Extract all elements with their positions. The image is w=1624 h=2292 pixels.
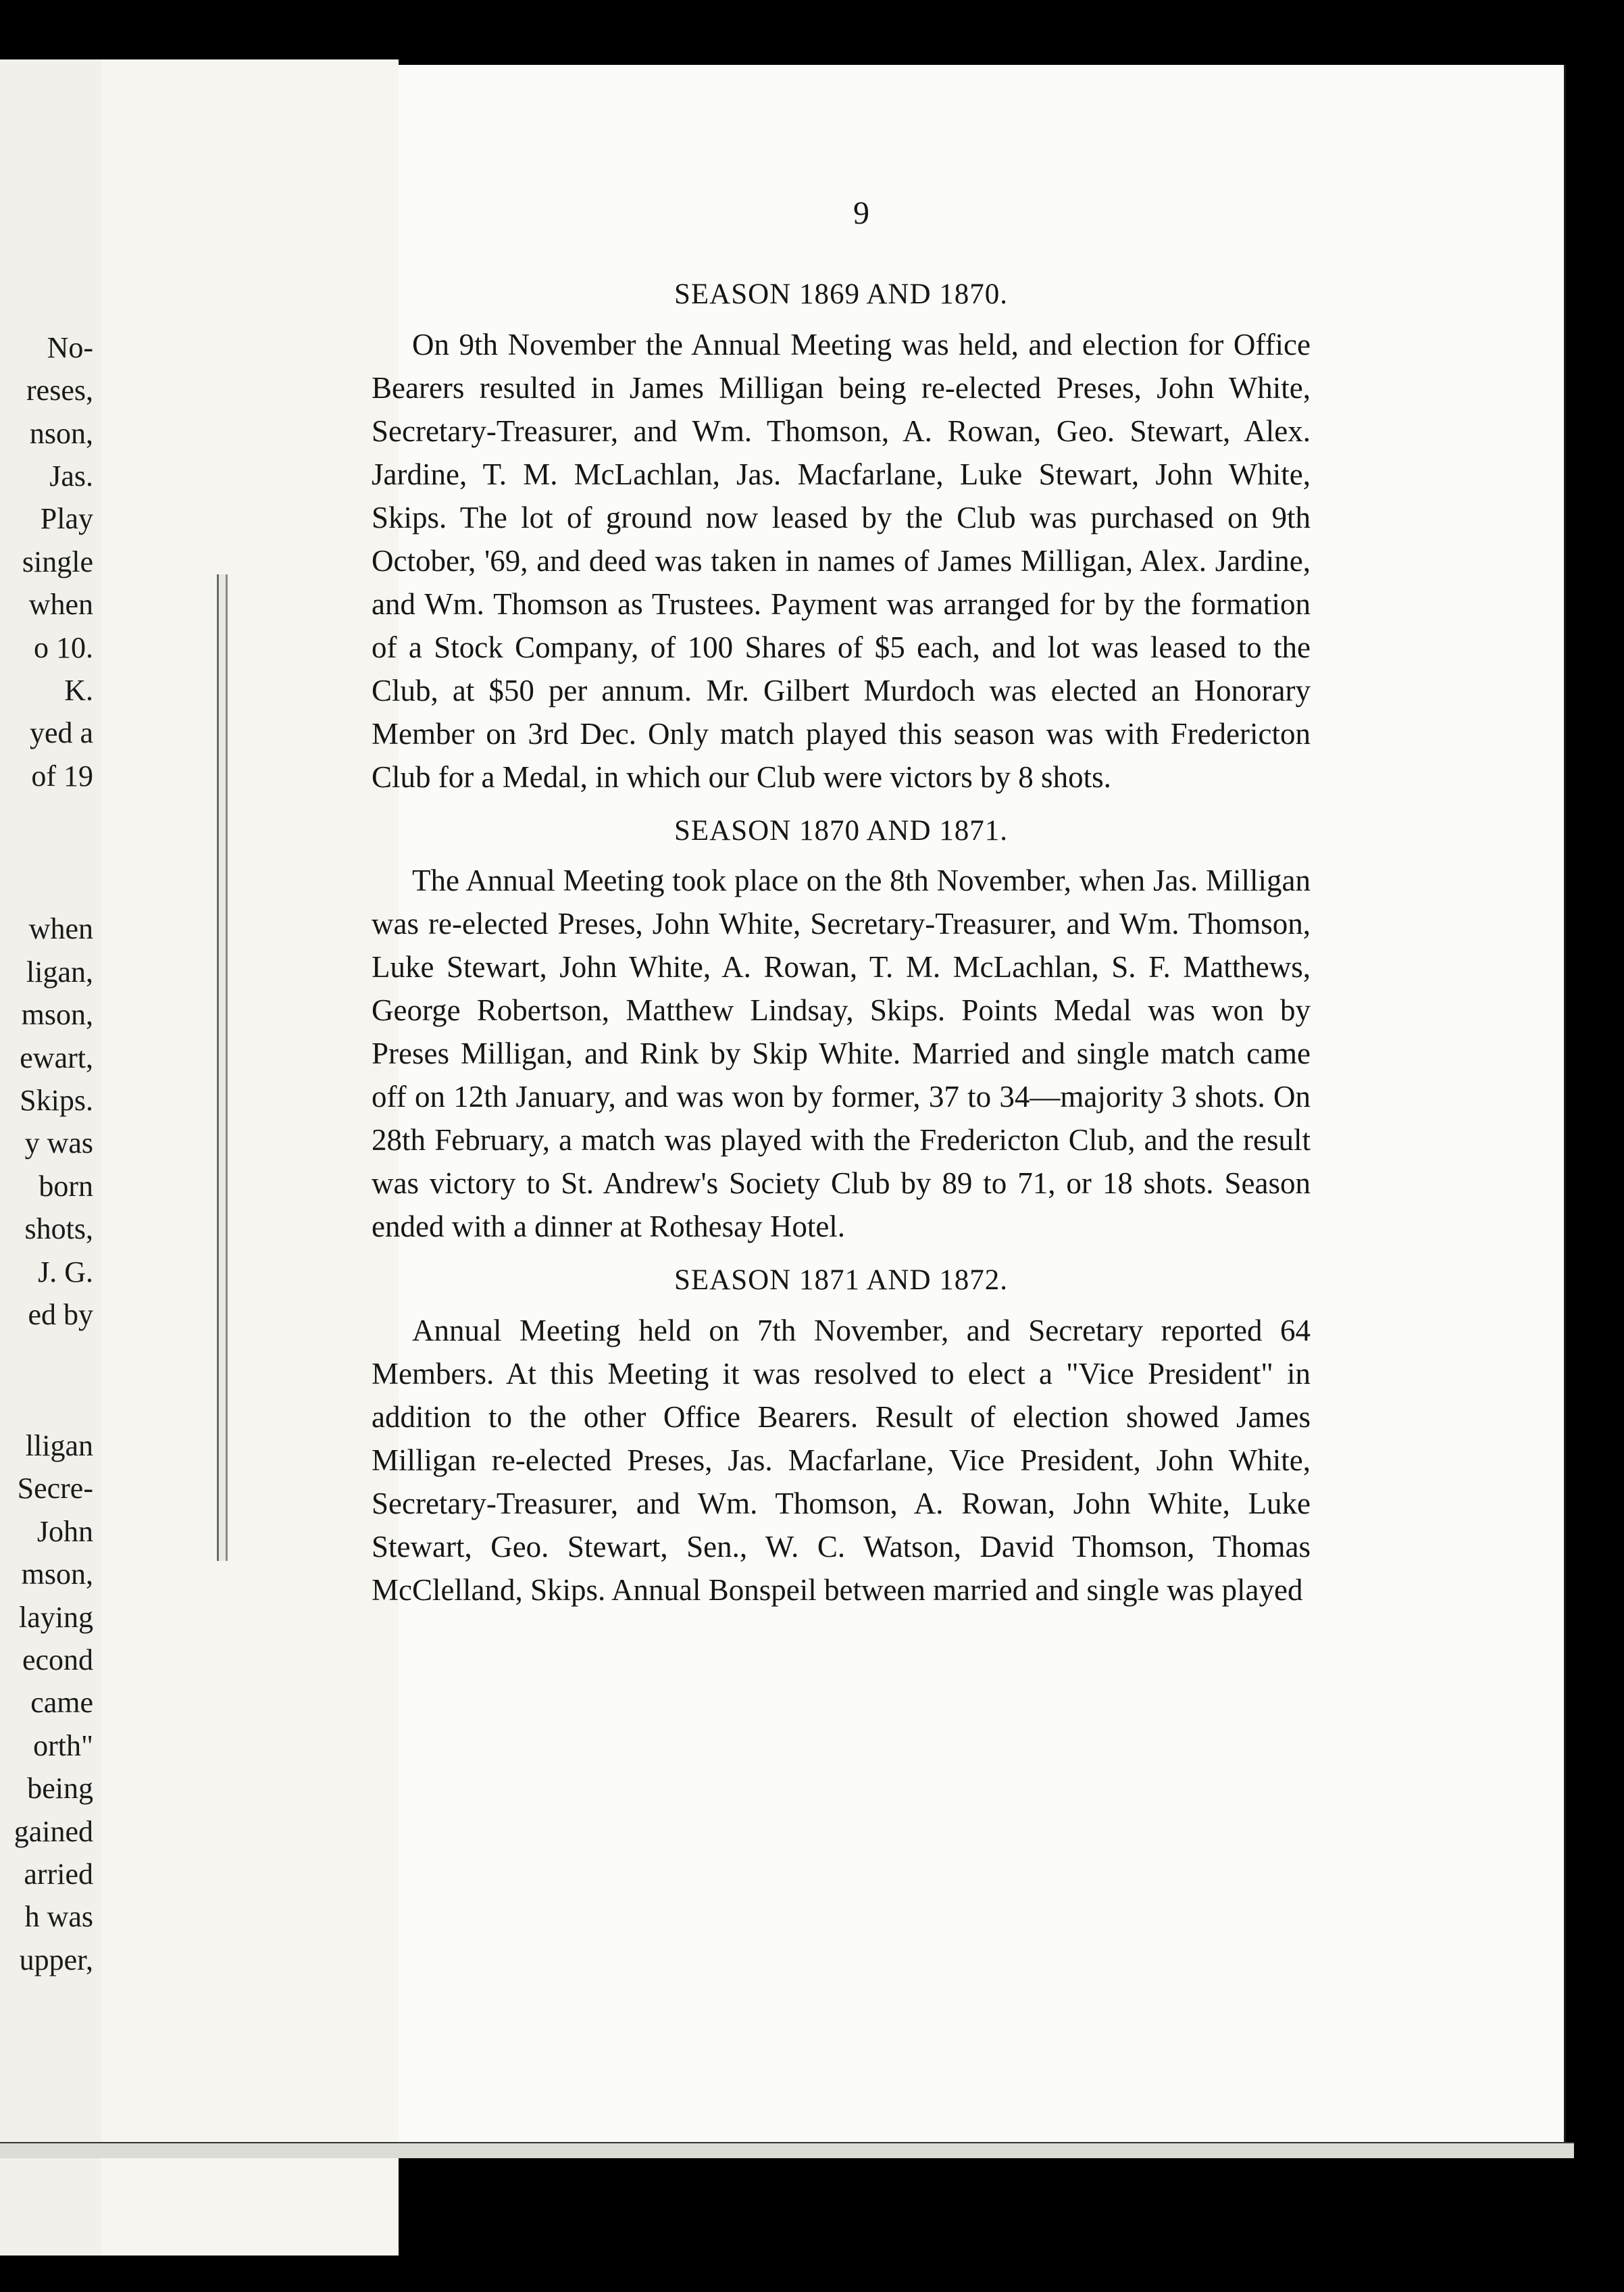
facing-page-text: single [22, 545, 93, 578]
section-heading: SEASON 1871 AND 1872. [674, 1264, 1009, 1297]
facing-page-text: ed by [28, 1298, 93, 1331]
facing-page-edge [0, 59, 101, 2256]
facing-page-text: when [28, 912, 93, 945]
bookmark-ribbon [217, 574, 228, 1561]
facing-page-text: orth" [33, 1729, 93, 1762]
facing-page-text: lligan [25, 1429, 93, 1462]
facing-page-text: mson, [21, 998, 93, 1031]
facing-page-text: gained [14, 1815, 93, 1848]
facing-page-text: econd [22, 1643, 93, 1676]
section-paragraph: On 9th November the Annual Meeting was held, and election for Office Bearers resulted in James Milligan being re-elected Preses, John White, Secretary-Treasurer, and Wm. Thomson, A. Rowan, Geo. Stewart, Alex. Jardine, T. M. McLachlan, Jas. Macfarlane, Luke Stewart, John White, Skips. The lot of ground now leased by the Club was purchased on 9th October, '69, and deed was taken in names of James Milligan, Alex. Jardine, and Wm. Thomson as Trustees. Payment was arranged for by the formation of a Stock Company, of 100 Shares of $5 each, and lot was leased to the Club, at $50 per annum. Mr. Gilbert Murdoch was elected an Honorary Member on 3rd Dec. Only match played this season was with Fredericton Club for a Medal, in which our Club were victors by 8 shots. [372, 327, 1311, 794]
facing-page-text: nson, [29, 417, 93, 450]
facing-page-text: mson, [21, 1558, 93, 1591]
facing-page-text: of 19 [31, 759, 93, 793]
facing-page-text: h was [24, 1900, 93, 1933]
section-paragraph: The Annual Meeting took place on the 8th November, when Jas. Milligan was re-elected Preses, John White, Secretary-Treasurer, and Wm. Thomson, Luke Stewart, John White, A. Rowan, T. M. McLachlan, S. F. Matthews, George Robertson, Matthew Lindsay, Skips. Points Medal was won by Preses Milligan, and Rink by Skip White. Married and single match came off on 12th January, and was won by former, 37 to 34—majority 3 shots. On 28th February, a match was played with the Fredericton Club, and the result was victory to St. Andrew's Society Club by 89 to 71, or 18 shots. Season ended with a dinner at Rothesay Hotel. [372, 864, 1311, 1244]
facing-page-text: J. G. [38, 1255, 93, 1289]
page-bottom-edge [0, 2142, 1574, 2158]
facing-page-text: John [36, 1515, 93, 1548]
page-content [372, 197, 1311, 1626]
facing-page-text: Secre- [17, 1472, 93, 1505]
facing-page-text: yed a [29, 716, 93, 749]
facing-page-text: shots, [24, 1212, 93, 1245]
page-number: 9 [853, 195, 869, 231]
facing-page-text: ewart, [20, 1041, 93, 1074]
section-paragraph: Annual Meeting held on 7th November, and Secretary reported 64 Members. At this Meeting it was resolved to elect a "Vice President" in addition to the other Office Bearers. Result of election showed James Milligan re-elected Preses, Jas. Macfarlane, Vice President, John White, Secretary-Treasurer, and Wm. Thomson, A. Rowan, John White, Luke Stewart, Geo. Stewart, Sen., W. C. Watson, David Thomson, Thomas McClelland, Skips. Annual Bonspeil between married and single was played [372, 1313, 1311, 1607]
facing-page-text: born [39, 1170, 93, 1203]
facing-page-text: laying [19, 1601, 93, 1634]
facing-page-text: ligan, [26, 955, 93, 989]
facing-page-text: K. [64, 674, 93, 707]
facing-page-text: Skips. [20, 1084, 93, 1117]
facing-page-text: arried [24, 1858, 93, 1891]
facing-page-text: y was [24, 1126, 93, 1160]
facing-page-text: upper, [19, 1943, 93, 1976]
facing-page-text: when [28, 588, 93, 621]
facing-page-text: reses, [26, 374, 93, 407]
section-heading: SEASON 1870 AND 1871. [674, 814, 1009, 847]
page-gutter [101, 59, 399, 2256]
facing-page-text: came [30, 1686, 93, 1719]
facing-page-text: o 10. [34, 631, 93, 664]
facing-page-text: Play [40, 502, 93, 535]
facing-page-text: Jas. [49, 459, 93, 493]
section-heading: SEASON 1869 AND 1870. [674, 278, 1009, 310]
facing-page-text: being [27, 1772, 93, 1805]
facing-page-text: No- [47, 331, 93, 364]
